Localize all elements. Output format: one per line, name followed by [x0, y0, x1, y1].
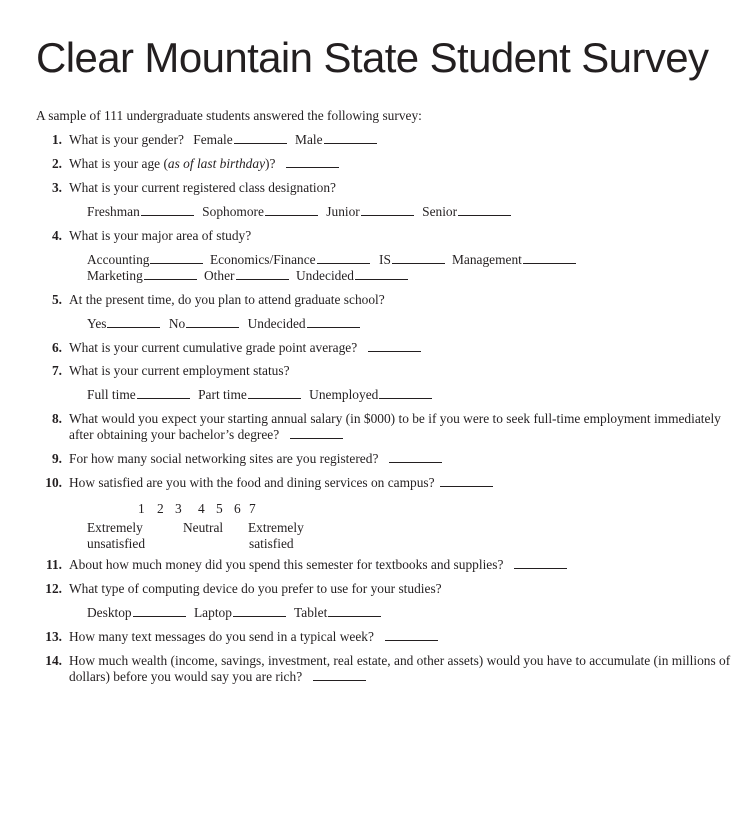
- question-10-text: How satisfied are you with the food and dining services on campus?: [69, 475, 435, 490]
- economics-blank[interactable]: [317, 252, 370, 264]
- question-1: [69, 132, 378, 148]
- option-accounting-label: Accounting: [87, 252, 150, 267]
- freshman-blank[interactable]: [141, 204, 194, 216]
- option-part-time-label: Part time: [198, 387, 247, 402]
- question-number-13: 13.: [45, 629, 62, 644]
- option-tablet-label: Tablet: [294, 605, 328, 620]
- option-marketing-label: Marketing: [87, 268, 143, 283]
- question-13: [69, 629, 439, 645]
- question-14-line-1: How much wealth (income, savings, investment, real estate, and other assets) would you have to accumulate (in millions of: [69, 653, 731, 668]
- question-2-text-end: )?: [265, 156, 276, 171]
- satisfaction-blank[interactable]: [440, 475, 493, 487]
- other-blank[interactable]: [236, 268, 289, 280]
- option-other-label: Other: [204, 268, 235, 283]
- question-5-options: [87, 316, 361, 332]
- option-desktop-label: Desktop: [87, 605, 132, 620]
- salary-blank[interactable]: [290, 427, 343, 439]
- question-number-6: 6.: [51, 340, 62, 355]
- tablet-blank[interactable]: [328, 605, 381, 617]
- scale-1: 1: [138, 501, 145, 516]
- scale-7: 7: [249, 501, 256, 516]
- marketing-blank[interactable]: [144, 268, 197, 280]
- senior-blank[interactable]: [458, 204, 511, 216]
- scale-6: 6: [234, 501, 241, 516]
- question-number-7: 7.: [51, 363, 62, 378]
- option-yes-label: Yes: [87, 316, 107, 331]
- question-3-options: [87, 204, 512, 220]
- question-number-8: 8.: [51, 411, 62, 426]
- question-14-text-2: dollars) before you would say you are rich?: [69, 669, 303, 684]
- option-senior-label: Senior: [422, 204, 458, 219]
- question-8-text-2: after obtaining your bachelor’s degree?: [69, 427, 280, 442]
- question-13-text: How many text messages do you send in a typical week?: [69, 629, 374, 644]
- junior-blank[interactable]: [361, 204, 414, 216]
- option-grad-undecided-label: Undecided: [247, 316, 306, 331]
- option-female-label: Female: [193, 132, 233, 147]
- undecided-major-blank[interactable]: [355, 268, 408, 280]
- question-2: [69, 156, 340, 172]
- accounting-blank[interactable]: [150, 252, 203, 264]
- is-blank[interactable]: [392, 252, 445, 264]
- sophomore-blank[interactable]: [265, 204, 318, 216]
- question-2-text: What is your age (: [69, 156, 168, 171]
- question-number-3: 3.: [51, 180, 62, 195]
- question-number-11: 11.: [46, 557, 62, 572]
- question-12-options: [87, 605, 382, 621]
- part-time-blank[interactable]: [248, 387, 301, 399]
- question-number-10: 10.: [45, 475, 62, 490]
- question-3-text: What is your current registered class designation?: [69, 180, 336, 195]
- question-6-text: What is your current cumulative grade point average?: [69, 340, 358, 355]
- option-economics-label: Economics/Finance: [210, 252, 316, 267]
- wealth-blank[interactable]: [313, 669, 366, 681]
- intro-text: A sample of 111 undergraduate students answered the following survey:: [36, 108, 422, 123]
- question-2-italic: as of last birthday: [167, 156, 266, 171]
- no-blank[interactable]: [186, 316, 239, 328]
- question-11: [69, 557, 568, 573]
- scale-anchor-left-1: Extremely: [87, 520, 143, 535]
- option-sophomore-label: Sophomore: [202, 204, 264, 219]
- scale-4: 4: [198, 501, 205, 516]
- question-7-options: [87, 387, 433, 403]
- grad-undecided-blank[interactable]: [307, 316, 360, 328]
- question-number-5: 5.: [51, 292, 62, 307]
- option-junior-label: Junior: [326, 204, 360, 219]
- gpa-blank[interactable]: [368, 340, 421, 352]
- question-10: [69, 475, 494, 491]
- question-number-4: 4.: [51, 228, 62, 243]
- question-number-14: 14.: [45, 653, 62, 668]
- question-7-text: What is your current employment status?: [69, 363, 290, 378]
- female-blank[interactable]: [234, 132, 287, 144]
- scale-5: 5: [216, 501, 223, 516]
- question-4-option-accounting: [87, 252, 204, 268]
- textbooks-blank[interactable]: [514, 557, 567, 569]
- unemployed-blank[interactable]: [379, 387, 432, 399]
- option-management-label: Management: [452, 252, 522, 267]
- question-5-text: At the present time, do you plan to attend graduate school?: [69, 292, 385, 307]
- question-number-2: 2.: [51, 156, 62, 171]
- question-14-line-2: [69, 669, 367, 685]
- option-male-label: Male: [295, 132, 323, 147]
- male-blank[interactable]: [324, 132, 377, 144]
- question-8-line-1: What would you expect your starting annual salary (in $000) to be if you were to seek full-time employment immediately: [69, 411, 721, 426]
- scale-anchor-right-2: satisfied: [249, 536, 294, 551]
- scale-anchor-mid: Neutral: [183, 520, 224, 535]
- question-12-text: What type of computing device do you prefer to use for your studies?: [69, 581, 442, 596]
- question-4-option-management: [452, 252, 577, 268]
- option-freshman-label: Freshman: [87, 204, 140, 219]
- question-number-12: 12.: [45, 581, 62, 596]
- question-4-option-marketing: [87, 268, 198, 284]
- question-4-option-economics: [210, 252, 371, 268]
- scale-anchor-right-1: Extremely: [248, 520, 304, 535]
- desktop-blank[interactable]: [133, 605, 186, 617]
- question-4-text: What is your major area of study?: [69, 228, 252, 243]
- question-4-option-undecided: [296, 268, 409, 284]
- option-undecided-label: Undecided: [296, 268, 355, 283]
- text-messages-blank[interactable]: [385, 629, 438, 641]
- question-number-1: 1.: [51, 132, 62, 147]
- question-6: [69, 340, 422, 356]
- question-4-option-other: [204, 268, 290, 284]
- management-blank[interactable]: [523, 252, 576, 264]
- question-11-text: About how much money did you spend this semester for textbooks and supplies?: [69, 557, 504, 572]
- option-unemployed-label: Unemployed: [309, 387, 379, 402]
- question-9-text: For how many social networking sites are you registered?: [69, 451, 379, 466]
- scale-anchor-left-2: unsatisfied: [87, 536, 146, 551]
- scale-2: 2: [157, 501, 164, 516]
- full-time-blank[interactable]: [137, 387, 190, 399]
- social-sites-blank[interactable]: [389, 451, 442, 463]
- question-9: [69, 451, 443, 467]
- yes-blank[interactable]: [107, 316, 160, 328]
- page-title: Clear Mountain State Student Survey: [36, 34, 709, 81]
- option-no-label: No: [168, 316, 186, 331]
- laptop-blank[interactable]: [233, 605, 286, 617]
- question-1-text: What is your gender?: [69, 132, 184, 147]
- option-full-time-label: Full time: [87, 387, 136, 402]
- option-laptop-label: Laptop: [194, 605, 232, 620]
- age-blank[interactable]: [286, 156, 339, 168]
- scale-3: 3: [175, 501, 182, 516]
- question-4-option-is: [379, 252, 446, 268]
- question-8-line-2: [69, 427, 344, 443]
- question-number-9: 9.: [51, 451, 62, 466]
- option-is-label: IS: [379, 252, 391, 267]
